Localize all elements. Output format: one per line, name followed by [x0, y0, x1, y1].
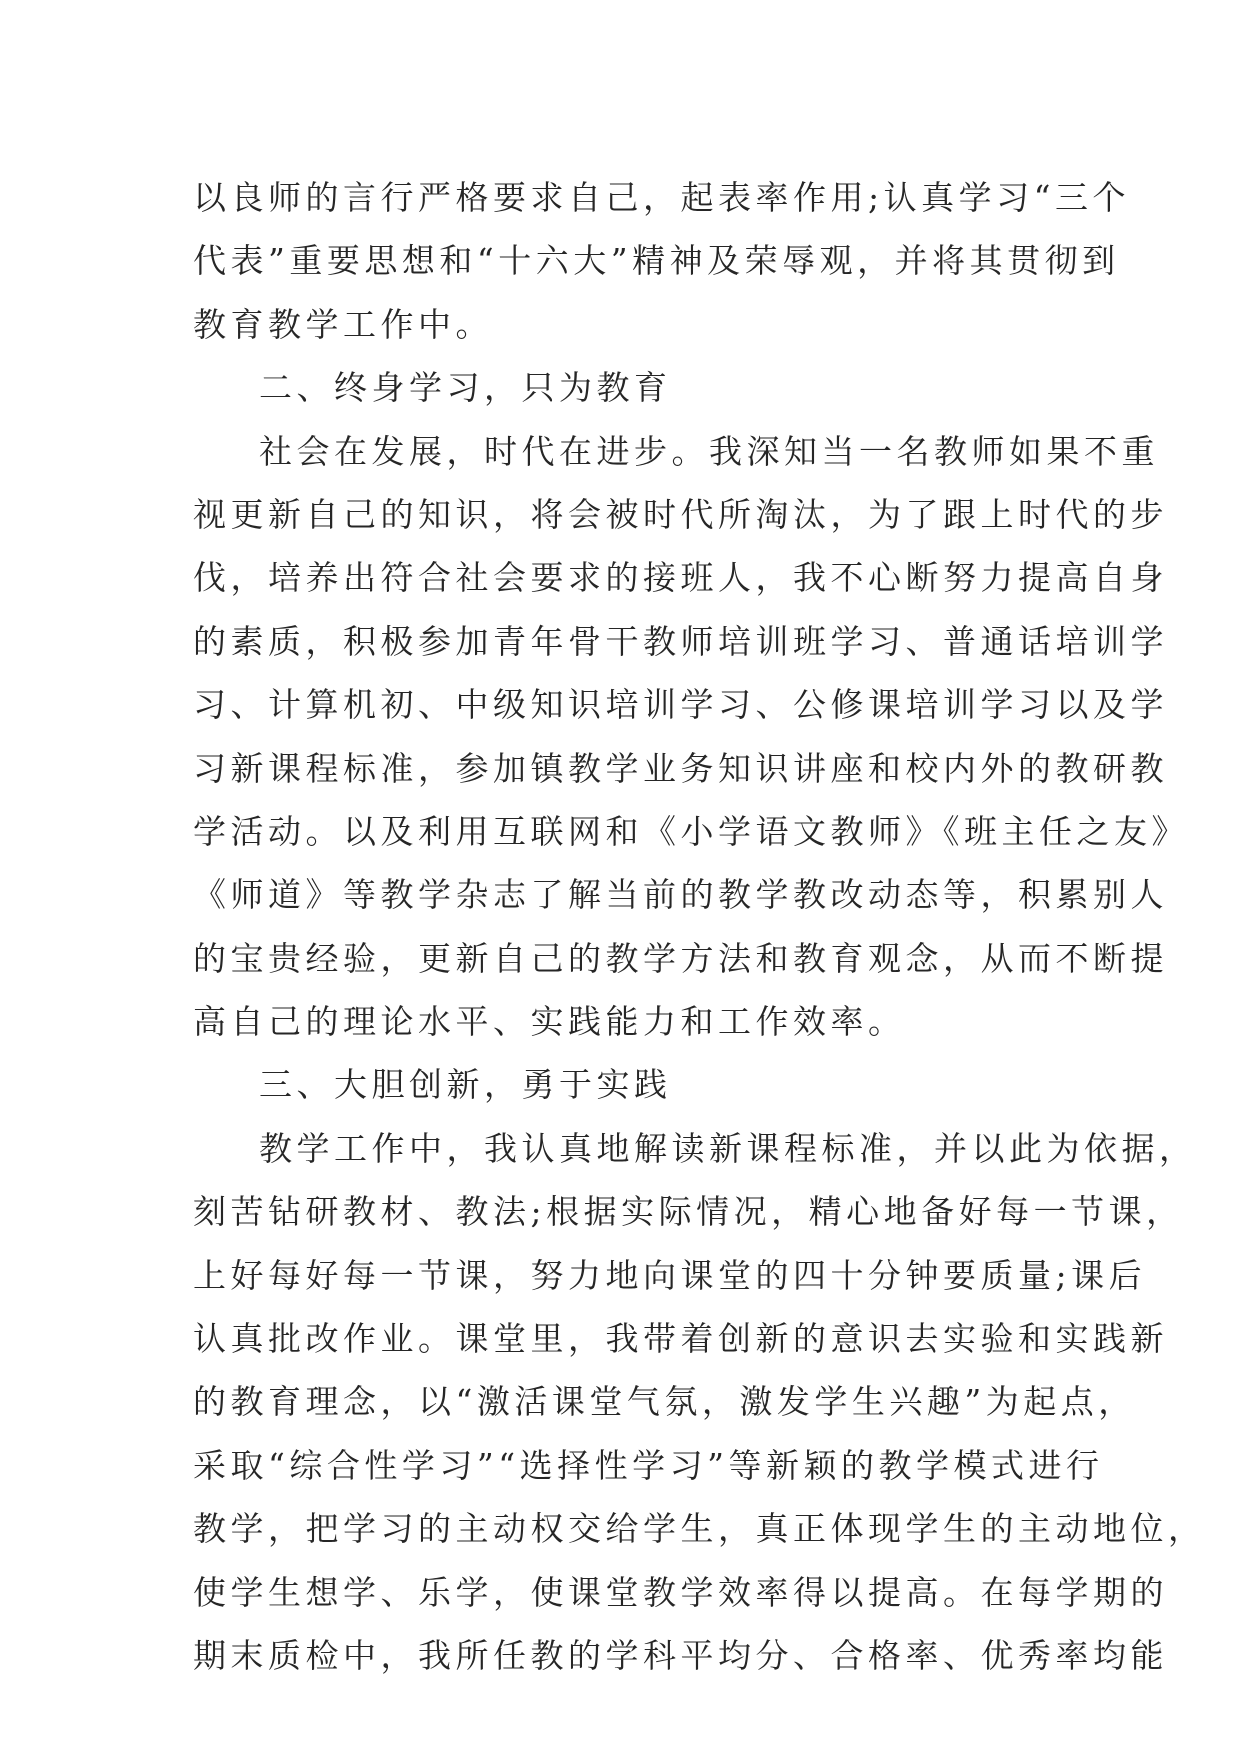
text-line: 上好每好每一节课，努力地向课堂的四十分钟要质量;课后: [193, 1255, 1147, 1295]
section-heading: 三、大胆创新，勇于实践: [259, 1065, 672, 1105]
text-line: 《师道》等教学杂志了解当前的教学教改动态等，积累别人: [193, 875, 1168, 915]
text-line: 习新课程标准，参加镇教学业务知识讲座和校内外的教研教: [193, 748, 1168, 788]
text-line: 社会在发展，时代在进步。我深知当一名教师如果不重: [259, 431, 1159, 471]
text-line: 刻苦钻研教材、教法;根据实际情况，精心地备好每一节课，: [193, 1192, 1184, 1232]
text-line: 学活动。以及利用互联网和《小学语文教师》《班主任之友》: [193, 811, 1189, 851]
text-line: 的素质，积极参加青年骨干教师培训班学习、普通话培训学: [193, 621, 1168, 661]
text-line: 代表”重要思想和“十六大”精神及荣辱观，并将其贯彻到: [193, 241, 1120, 281]
text-line: 教育教学工作中。: [193, 304, 493, 344]
text-line: 认真批改作业。课堂里，我带着创新的意识去实验和实践新: [193, 1319, 1168, 1359]
text-line: 视更新自己的知识，将会被时代所淘汰，为了跟上时代的步: [193, 494, 1168, 534]
text-line: 的宝贵经验，更新自己的教学方法和教育观念，从而不断提: [193, 938, 1168, 978]
text-line: 伐，培养出符合社会要求的接班人，我不心断努力提高自身: [193, 558, 1168, 598]
text-line: 教学工作中，我认真地解读新课程标准，并以此为依据，: [259, 1128, 1197, 1168]
text-line: 习、计算机初、中级知识培训学习、公修课培训学习以及学: [193, 685, 1168, 725]
text-line: 以良师的言行严格要求自己，起表率作用;认真学习“三个: [193, 178, 1130, 217]
text-line: 使学生想学、乐学，使课堂教学效率得以提高。在每学期的: [193, 1572, 1168, 1612]
text-line: 采取“综合性学习”“选择性学习”等新颖的教学模式进行: [193, 1445, 1104, 1485]
text-line: 教学，把学习的主动权交给学生，真正体现学生的主动地位，: [193, 1509, 1206, 1549]
text-line: 高自己的理论水平、实践能力和工作效率。: [193, 1002, 906, 1042]
text-line: 期末质检中，我所任教的学科平均分、合格率、优秀率均能: [193, 1635, 1168, 1675]
body-text: [193, 166, 1206, 1687]
section-heading: 二、终身学习，只为教育: [259, 368, 672, 408]
text-line: 的教育理念，以“激活课堂气氛，激发学生兴趣”为起点，: [193, 1382, 1136, 1422]
